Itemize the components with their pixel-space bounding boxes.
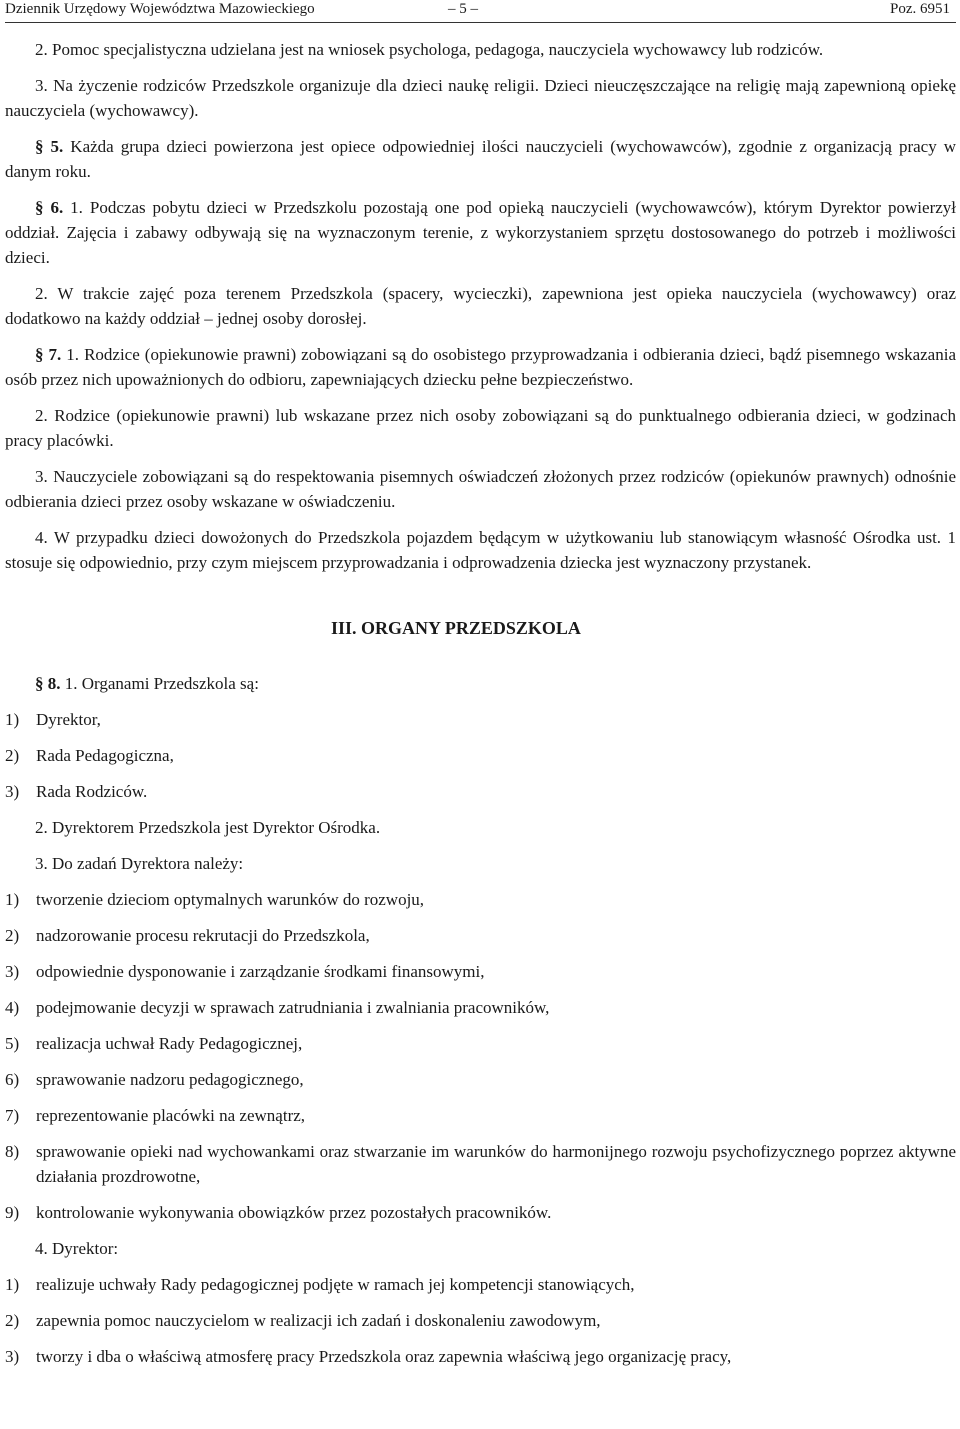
section-5	[5, 134, 956, 184]
list-text: Rada Pedagogiczna,	[36, 746, 174, 765]
list-number: 1)	[5, 710, 20, 729]
list-item	[5, 1031, 956, 1056]
paragraph-8-4: 4. Dyrektor:	[35, 1239, 119, 1258]
list-number: 1)	[5, 890, 20, 909]
list-text: zapewnia pomoc nauczycielom w realizacji ich zadań i doskonaleniu zawodowym,	[36, 1311, 601, 1330]
list-item	[5, 1344, 956, 1369]
list-item	[5, 1067, 956, 1092]
list-number: 7)	[5, 1106, 20, 1125]
page-header	[5, 0, 956, 23]
list-item	[5, 923, 956, 948]
position-number: Poz. 6951	[890, 1, 950, 17]
list-item	[5, 707, 956, 732]
list-text: podejmowanie decyzji w sprawach zatrudniania i zwalniania pracowników,	[36, 998, 550, 1017]
list-number: 6)	[5, 1070, 20, 1089]
list-item	[5, 959, 956, 984]
list-text: Dyrektor,	[36, 710, 101, 729]
paragraph-7-4: 4. W przypadku dzieci dowożonych do Przedszkola pojazdem będącym w użytkowaniu lub stanowiącym własność Ośrodka ust. 1 stosuje się odpowiednio, przy czym miejscem przyprowadzania i odprowadzenia dziecka jest wyznaczony przystanek.	[5, 528, 956, 572]
paragraph-4-3: 3. Na życzenie rodziców Przedszkole organizuje dla dzieci naukę religii. Dzieci nieuczęszczające na religię mają zapewnioną opiekę nauczyciela (wychowawcy).	[5, 76, 956, 120]
list-item	[5, 1139, 956, 1189]
paragraph-8-2: 2. Dyrektorem Przedszkola jest Dyrektor Ośrodka.	[35, 818, 381, 837]
section-text: 1. Organami Przedszkola są:	[60, 674, 259, 693]
list-text: nadzorowanie procesu rekrutacji do Przedszkola,	[36, 926, 370, 945]
chapter-heading: III. ORGANY PRZEDSZKOLA	[331, 618, 581, 638]
list-number: 2)	[5, 746, 20, 765]
list-item	[5, 1272, 956, 1297]
list-number: 4)	[5, 998, 20, 1017]
list-text: realizuje uchwały Rady pedagogicznej podjęte w ramach jej kompetencji stanowiących,	[36, 1275, 635, 1294]
list-text: sprawowanie opieki nad wychowankami oraz stwarzanie im warunków do harmonijnego rozwoju psychofizycznego poprzez aktywne działania prozdrowotne,	[36, 1142, 956, 1186]
director-tasks-list	[5, 887, 956, 1225]
list-number: 5)	[5, 1034, 20, 1053]
section-mark: § 5.	[35, 137, 64, 156]
paragraph-6-2: 2. W trakcie zajęć poza terenem Przedszkola (spacery, wycieczki), zapewniona jest opieka nauczyciela (wychowawcy) oraz dodatkowo na każdy oddział – jednej osoby dorosłej.	[5, 284, 956, 328]
list-text: kontrolowanie wykonywania obowiązków przez pozostałych pracowników.	[36, 1203, 552, 1222]
list-item	[5, 995, 956, 1020]
section-mark: § 7.	[35, 345, 62, 364]
list-item	[5, 1200, 956, 1225]
list-item	[5, 887, 956, 912]
list-text: tworzenie dzieciom optymalnych warunków do rozwoju,	[36, 890, 425, 909]
section-text: 1. Podczas pobytu dzieci w Przedszkolu pozostają one pod opieką nauczycieli (wychowawców), którym Dyrektor powierzył oddział. Zajęcia i zabawy odbywają się na wyznaczonym terenie, z wykorzystaniem sprzętu dostosowanego do potrzeb i możliwości dzieci.	[5, 198, 956, 267]
list-text: sprawowanie nadzoru pedagogicznego,	[36, 1070, 304, 1089]
director-duties-list	[5, 1272, 956, 1369]
section-8	[5, 671, 956, 696]
list-number: 1)	[5, 1275, 20, 1294]
list-number: 2)	[5, 926, 20, 945]
list-text: odpowiednie dysponowanie i zarządzanie środkami finansowymi,	[36, 962, 485, 981]
section-6	[5, 195, 956, 270]
list-item	[5, 779, 956, 804]
list-number: 9)	[5, 1203, 20, 1222]
section-text: Każda grupa dzieci powierzona jest opiece odpowiedniej ilości nauczycieli (wychowawców), zgodnie z organizacją pracy w danym roku.	[5, 137, 957, 181]
organs-list	[5, 707, 956, 804]
list-item	[5, 1103, 956, 1128]
list-text: tworzy i dba o właściwą atmosferę pracy Przedszkola oraz zapewnia właściwą jego organizację pracy,	[36, 1347, 732, 1366]
section-mark: § 6.	[35, 198, 64, 217]
section-7	[5, 342, 956, 392]
paragraph-8-3: 3. Do zadań Dyrektora należy:	[35, 854, 244, 873]
list-text: realizacja uchwał Rady Pedagogicznej,	[36, 1034, 303, 1053]
list-text: Rada Rodziców.	[36, 782, 148, 801]
list-item	[5, 1308, 956, 1333]
list-number: 8)	[5, 1142, 20, 1161]
list-text: reprezentowanie placówki na zewnątrz,	[36, 1106, 306, 1125]
section-text: 1. Rodzice (opiekunowie prawni) zobowiązani są do osobistego przyprowadzania i odbierania dzieci, bądź pisemnego wskazania osób przez nich upoważnionych do odbioru, zapewniających dziecku pełne bezpieczeństwo.	[5, 345, 956, 389]
list-number: 3)	[5, 782, 20, 801]
section-mark: § 8.	[35, 674, 61, 693]
list-number: 2)	[5, 1311, 20, 1330]
paragraph-7-3: 3. Nauczyciele zobowiązani są do respektowania pisemnych oświadczeń złożonych przez rodziców (opiekunów prawnych) odnośnie odbierania dzieci przez osoby wskazane w oświadczeniu.	[5, 467, 956, 511]
list-number: 3)	[5, 962, 20, 981]
paragraph-7-2: 2. Rodzice (opiekunowie prawni) lub wskazane przez nich osoby zobowiązani są do punktualnego odbierania dzieci, w godzinach pracy placówki.	[5, 406, 956, 450]
list-item	[5, 743, 956, 768]
page-number: – 5 –	[448, 1, 478, 17]
paragraph-4-2: 2. Pomoc specjalistyczna udzielana jest na wniosek psychologa, pedagoga, nauczyciela wychowawcy lub rodziców.	[35, 40, 824, 59]
journal-title: Dziennik Urzędowy Województwa Mazowieckiego	[5, 1, 315, 17]
list-number: 3)	[5, 1347, 20, 1366]
